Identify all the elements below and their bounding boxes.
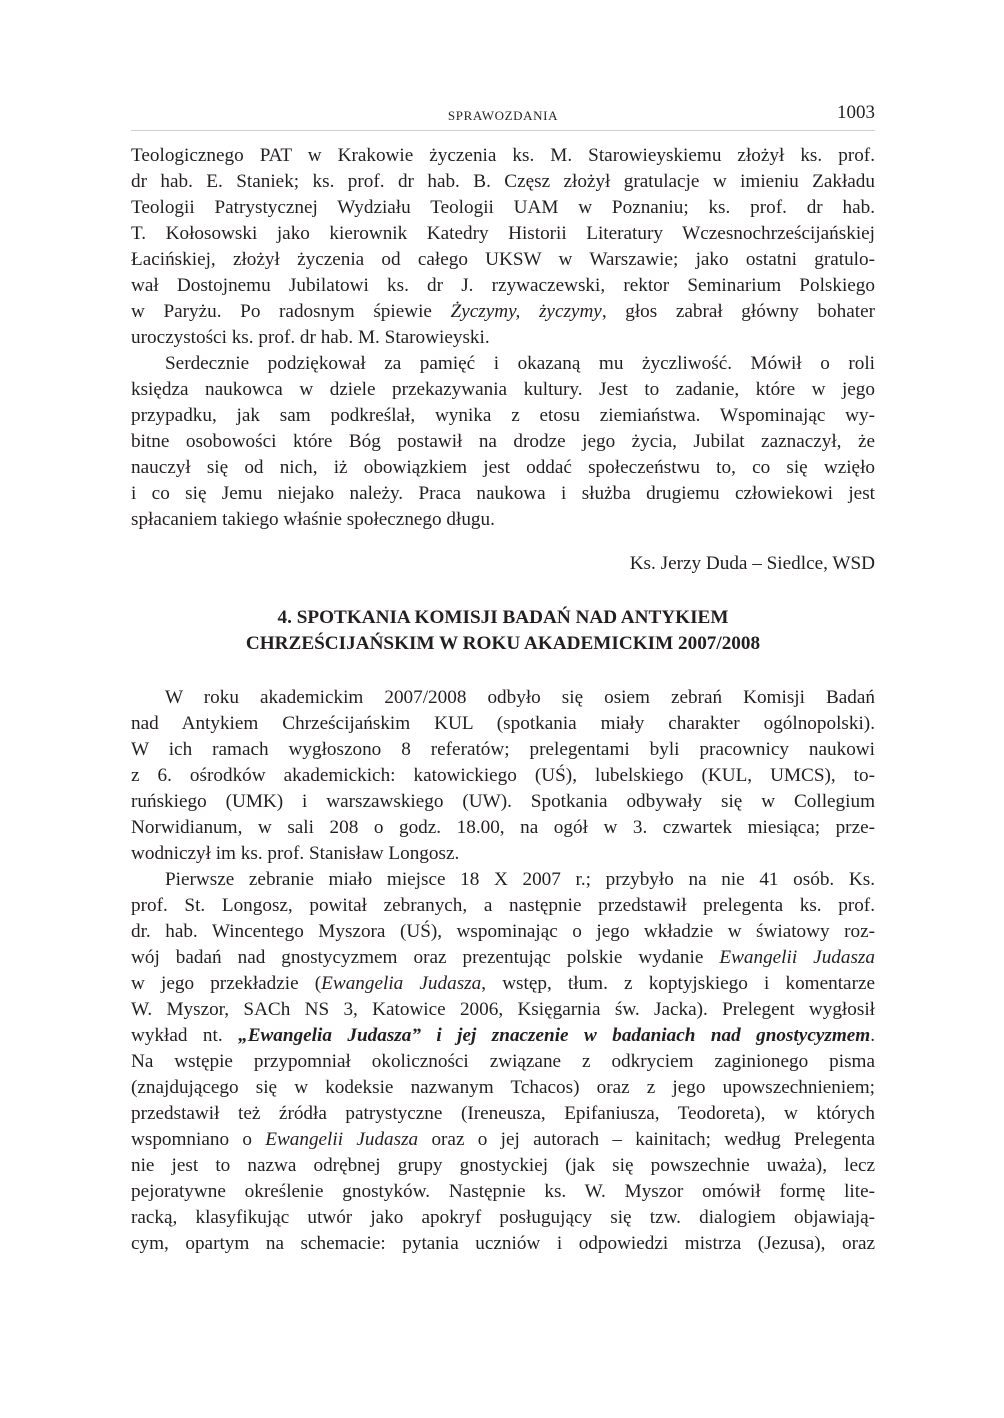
text-line: dr. hab. Wincentego Myszora (UŚ), wspominając o jego wkładzie w światowy roz- bbox=[131, 921, 875, 942]
text-line: Norwidianum, w sali 208 o godz. 18.00, na ogół w 3. czwartek miesiąca; prze- bbox=[131, 817, 875, 838]
text-line: W ich ramach wygłoszono 8 referatów; prelegentami byli pracownicy naukowi bbox=[131, 739, 875, 760]
text-run: wspomniano o bbox=[131, 1129, 266, 1150]
text-run: w Paryżu. Po radosnym śpiewie bbox=[131, 301, 451, 322]
text-line: nie jest to nazwa odrębnej grupy gnostyckiej (jak się powszechnie uważa), lecz bbox=[131, 1155, 875, 1176]
text-run: wykład nt. bbox=[131, 1025, 239, 1046]
text-line: pejoratywne określenie gnostyków. Następnie ks. W. Myszor omówił formę lite- bbox=[131, 1181, 875, 1202]
text-line: racką, klasyfikując utwór jako apokryf posługujący się tzw. dialogiem objawiają- bbox=[131, 1207, 875, 1228]
italic-title: Ewangelii Judasza bbox=[719, 947, 875, 968]
author-signature: Ks. Jerzy Duda – Siedlce, WSD bbox=[629, 553, 875, 574]
text-line: uroczystości ks. prof. dr hab. M. Starowieyski. bbox=[131, 327, 490, 348]
text-line: Teologicznego PAT w Krakowie życzenia ks. M. Starowieyskiemu złożył ks. prof. bbox=[131, 145, 875, 166]
text-line: Łacińskiej, złożył życzenia od całego UKSW w Warszawie; jako ostatni gratulo- bbox=[131, 249, 875, 270]
text-run: oraz o jej autorach – kainitach; według Prelegenta bbox=[418, 1129, 875, 1150]
text-line: (znajdującego się w kodeksie nazwanym Tchacos) oraz z jego upowszechnieniem; bbox=[131, 1077, 875, 1098]
page-body bbox=[131, 143, 875, 1257]
text-line bbox=[131, 945, 875, 971]
text-line: wał Dostojnemu Jubilatowi ks. dr J. rzywaczewski, rektor Seminarium Polskiego bbox=[131, 275, 875, 296]
text-line: Pierwsze zebranie miało miejsce 18 X 2007 r.; przybyło na nie 41 osób. Ks. bbox=[165, 869, 875, 890]
text-line: nad Antykiem Chrześcijańskim KUL (spotkania miały charakter ogólnopolski). bbox=[131, 713, 875, 734]
page-number: 1003 bbox=[837, 102, 875, 123]
text-line: przedstawił też źródła patrystyczne (Ireneusza, Epifaniusza, Teodoreta), w których bbox=[131, 1103, 875, 1124]
text-line: bitne osobowości które Bóg postawił na drodze jego życia, Jubilat zaznaczył, że bbox=[131, 431, 875, 452]
text-line: prof. St. Longosz, powitał zebranych, a następnie przedstawił prelegenta ks. prof. bbox=[131, 895, 875, 916]
text-line: wodniczył im ks. prof. Stanisław Longosz. bbox=[131, 843, 460, 864]
text-line: księdza naukowca w dziele przekazywania kultury. Jest to zadanie, które w jego bbox=[131, 379, 875, 400]
paragraph-4 bbox=[131, 867, 875, 1257]
text-line: ruńskiego (UMK) i warszawskiego (UW). Spotkania odbywały się w Collegium bbox=[131, 791, 875, 812]
paragraph-3 bbox=[131, 685, 875, 867]
heading-line: CHRZEŚCIJAŃSKIM W ROKU AKADEMICKIM 2007/2008 bbox=[245, 633, 761, 654]
paragraph-1 bbox=[131, 143, 875, 351]
text-line: z 6. ośrodków akademickich: katowickiego (UŚ), lubelskiego (KUL, UMCS), to- bbox=[131, 765, 875, 786]
page-header bbox=[131, 104, 875, 131]
text-line: Na wstępie przypomniał okoliczności związane z odkryciem zaginionego pisma bbox=[131, 1051, 875, 1072]
text-run: w jego przekładzie ( bbox=[131, 973, 322, 994]
section-heading bbox=[131, 605, 875, 657]
paragraph-2 bbox=[131, 351, 875, 533]
text-line: nauczył się od nich, iż obowiązkiem jest oddać społeczeństwu to, co się wzięło bbox=[131, 457, 875, 478]
text-line: T. Kołosowski jako kierownik Katedry Historii Literatury Wczesnochrześcijańskiej bbox=[131, 223, 875, 244]
spacer bbox=[131, 657, 875, 685]
text-line bbox=[131, 1023, 875, 1049]
text-line bbox=[131, 971, 875, 997]
text-line: i co się Jemu niejako należy. Praca naukowa i służba drugiemu człowiekowi jest bbox=[131, 483, 875, 504]
text-run: . bbox=[870, 1025, 875, 1046]
text-line: Teologii Patrystycznej Wydziału Teologii UAM w Poznaniu; ks. prof. dr hab. bbox=[131, 197, 875, 218]
italic-title: Ewangelii Judasza bbox=[265, 1129, 419, 1150]
text-line bbox=[131, 299, 875, 325]
italic-title: Życzymy, życzymy bbox=[450, 301, 602, 322]
italic-title: Ewangelia Judasza bbox=[321, 973, 482, 994]
heading-line: 4. SPOTKANIA KOMISJI BADAŃ NAD ANTYKIEM bbox=[277, 607, 729, 628]
text-line: Serdecznie podziękował za pamięć i okazaną mu życzliwość. Mówił o roli bbox=[165, 353, 875, 374]
text-line: W. Myszor, SACh NS 3, Katowice 2006, Księgarnia św. Jacka). Prelegent wygłosił bbox=[131, 999, 875, 1020]
text-line: W roku akademickim 2007/2008 odbyło się osiem zebrań Komisji Badań bbox=[165, 687, 875, 708]
text-run: , wstęp, tłum. z koptyjskiego i komentarze bbox=[481, 973, 875, 994]
text-line: cym, opartym na schemacie: pytania uczniów i odpowiedzi mistrza (Jezusa), oraz bbox=[131, 1233, 875, 1254]
text-line bbox=[131, 1127, 875, 1153]
running-head: SPRAWOZDANIA bbox=[447, 108, 559, 123]
text-line: spłacaniem takiego właśnie społecznego długu. bbox=[131, 509, 495, 530]
text-line: dr hab. E. Staniek; ks. prof. dr hab. B. Częsz złożył gratulacje w imieniu Zakładu bbox=[131, 171, 875, 192]
lecture-title: „Ewangelia Judasza” i jej znaczenie w badaniach nad gnostycyzmem bbox=[238, 1025, 871, 1046]
text-line: przypadku, jak sam podkreślał, wynika z etosu ziemiaństwa. Wspominając wy- bbox=[131, 405, 875, 426]
text-run: , głos zabrał główny bohater bbox=[601, 301, 875, 322]
text-run: wój badań nad gnostycyzmem oraz prezentując polskie wydanie bbox=[131, 947, 720, 968]
